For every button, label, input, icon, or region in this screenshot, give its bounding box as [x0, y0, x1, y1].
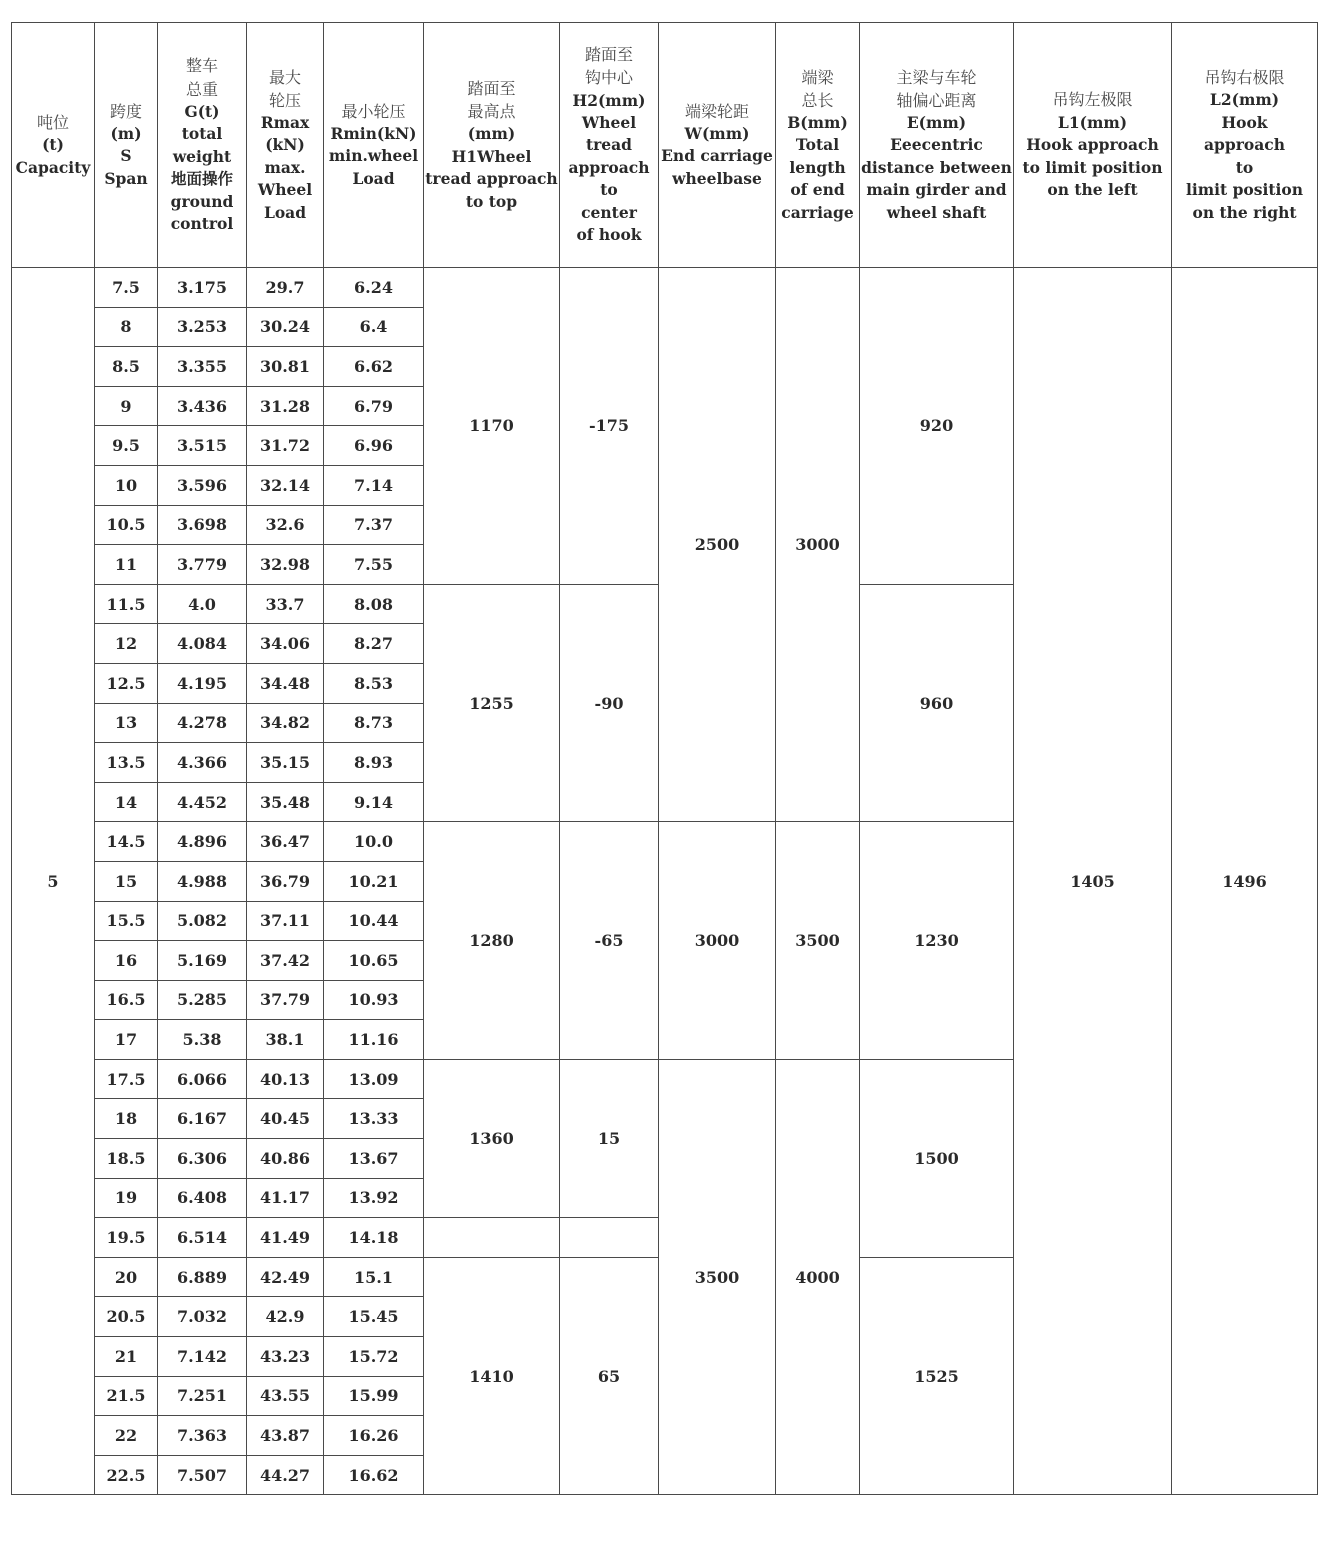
weight-cell: 3.779	[158, 545, 247, 585]
span-cell: 16.5	[95, 980, 158, 1020]
rmax-cell: 40.86	[247, 1139, 324, 1179]
rmin-cell: 6.96	[324, 426, 424, 466]
header-l2	[1172, 23, 1318, 268]
span-cell: 10	[95, 465, 158, 505]
w-cell: 2500	[659, 268, 776, 822]
rmax-cell: 32.98	[247, 545, 324, 585]
span-cell: 21	[95, 1337, 158, 1377]
header-b-en: B(mm) Total length of end carriage	[781, 113, 854, 222]
rmin-cell: 7.37	[324, 505, 424, 545]
span-cell: 20.5	[95, 1297, 158, 1337]
h1-cell: 1410	[424, 1257, 560, 1495]
header-l2-cn: 吊钩右极限	[1204, 68, 1285, 87]
header-l1-en: L1(mm) Hook approach to limit position on the left	[1022, 112, 1163, 200]
rmax-cell: 34.48	[247, 663, 324, 703]
weight-cell: 6.306	[158, 1139, 247, 1179]
header-b-cn: 端梁 总长	[801, 67, 834, 110]
span-cell: 19	[95, 1178, 158, 1218]
header-row	[12, 23, 1318, 268]
weight-cell: 7.251	[158, 1376, 247, 1416]
crane-spec-table	[11, 22, 1318, 1495]
rmin-cell: 6.4	[324, 307, 424, 347]
rmax-cell: 37.42	[247, 941, 324, 981]
header-w-cn: 端梁轮距	[684, 101, 749, 121]
span-cell: 22	[95, 1416, 158, 1456]
span-cell: 15	[95, 861, 158, 901]
e-cell: 1525	[860, 1257, 1014, 1495]
header-e-cn: 主梁与车轮 轴偏心距离	[896, 67, 977, 110]
header-b	[776, 23, 860, 268]
header-h1	[424, 23, 560, 268]
weight-cell: 4.896	[158, 822, 247, 862]
rmax-cell: 40.45	[247, 1099, 324, 1139]
rmax-cell: 40.13	[247, 1059, 324, 1099]
header-rmax-en: Rmax (kN) max. Wheel Load	[257, 113, 313, 222]
rmin-cell: 8.27	[324, 624, 424, 664]
rmin-cell: 7.55	[324, 545, 424, 585]
rmin-cell: 10.65	[324, 941, 424, 981]
span-cell: 21.5	[95, 1376, 158, 1416]
rmin-cell: 13.09	[324, 1059, 424, 1099]
e-cell: 1500	[860, 1059, 1014, 1257]
rmin-cell: 8.73	[324, 703, 424, 743]
span-cell: 10.5	[95, 505, 158, 545]
rmin-cell: 15.99	[324, 1376, 424, 1416]
header-w-en: W(mm) End carriage wheelbase	[661, 123, 773, 188]
rmin-cell: 13.92	[324, 1178, 424, 1218]
weight-cell: 4.452	[158, 782, 247, 822]
rmin-cell: 9.14	[324, 782, 424, 822]
weight-cell: 6.066	[158, 1059, 247, 1099]
h2-cell	[560, 1218, 659, 1258]
rmin-cell: 16.62	[324, 1455, 424, 1495]
span-cell: 16	[95, 941, 158, 981]
weight-cell: 3.698	[158, 505, 247, 545]
rmin-cell: 7.14	[324, 465, 424, 505]
weight-cell: 3.515	[158, 426, 247, 466]
rmax-cell: 42.9	[247, 1297, 324, 1337]
weight-cell: 5.285	[158, 980, 247, 1020]
header-weight-en: G(t) total weight 地面操作 ground control	[170, 101, 234, 234]
rmax-cell: 44.27	[247, 1455, 324, 1495]
rmax-cell: 43.23	[247, 1337, 324, 1377]
rmin-cell: 10.0	[324, 822, 424, 862]
span-cell: 9.5	[95, 426, 158, 466]
rmax-cell: 32.14	[247, 465, 324, 505]
rmax-cell: 37.79	[247, 980, 324, 1020]
h1-cell: 1280	[424, 822, 560, 1060]
b-cell: 4000	[776, 1059, 860, 1495]
weight-cell: 7.142	[158, 1337, 247, 1377]
h2-cell: 65	[560, 1257, 659, 1495]
w-cell: 3000	[659, 822, 776, 1060]
h1-cell	[424, 1218, 560, 1258]
rmax-cell: 34.06	[247, 624, 324, 664]
header-h2-cn: 踏面至 钩中心	[584, 45, 633, 88]
weight-cell: 3.253	[158, 307, 247, 347]
h2-cell: 15	[560, 1059, 659, 1217]
h2-cell: -175	[560, 268, 659, 585]
rmax-cell: 38.1	[247, 1020, 324, 1060]
e-cell: 920	[860, 268, 1014, 585]
rmin-cell: 10.21	[324, 861, 424, 901]
weight-cell: 4.278	[158, 703, 247, 743]
header-span-cn: 跨度	[109, 101, 142, 121]
header-capacity	[12, 23, 95, 268]
header-span-en: (m) S Span	[104, 123, 148, 188]
span-cell: 15.5	[95, 901, 158, 941]
rmax-cell: 33.7	[247, 584, 324, 624]
rmin-cell: 15.72	[324, 1337, 424, 1377]
e-cell: 1230	[860, 822, 1014, 1060]
weight-cell: 4.988	[158, 861, 247, 901]
b-cell: 3000	[776, 268, 860, 822]
span-cell: 13.5	[95, 743, 158, 783]
h1-cell: 1360	[424, 1059, 560, 1217]
rmax-cell: 31.28	[247, 386, 324, 426]
rmax-cell: 43.87	[247, 1416, 324, 1456]
rmax-cell: 42.49	[247, 1257, 324, 1297]
weight-cell: 4.195	[158, 663, 247, 703]
header-rmax	[247, 23, 324, 268]
span-cell: 7.5	[95, 268, 158, 308]
rmax-cell: 41.49	[247, 1218, 324, 1258]
rmin-cell: 6.62	[324, 347, 424, 387]
weight-cell: 3.596	[158, 465, 247, 505]
h2-cell: -65	[560, 822, 659, 1060]
weight-cell: 5.082	[158, 901, 247, 941]
rmax-cell: 41.17	[247, 1178, 324, 1218]
weight-cell: 6.889	[158, 1257, 247, 1297]
rmin-cell: 13.67	[324, 1139, 424, 1179]
capacity-cell: 5	[12, 268, 95, 1495]
span-cell: 13	[95, 703, 158, 743]
weight-cell: 5.169	[158, 941, 247, 981]
span-cell: 12.5	[95, 663, 158, 703]
span-cell: 22.5	[95, 1455, 158, 1495]
rmax-cell: 36.47	[247, 822, 324, 862]
header-w	[659, 23, 776, 268]
rmax-cell: 43.55	[247, 1376, 324, 1416]
header-rmin-en: Rmin(kN) min.wheel Load	[328, 123, 419, 188]
h1-cell: 1170	[424, 268, 560, 585]
rmin-cell: 10.93	[324, 980, 424, 1020]
weight-cell: 3.436	[158, 386, 247, 426]
span-cell: 17	[95, 1020, 158, 1060]
span-cell: 14.5	[95, 822, 158, 862]
header-weight	[158, 23, 247, 268]
rmin-cell: 8.08	[324, 584, 424, 624]
weight-cell: 5.38	[158, 1020, 247, 1060]
span-cell: 18	[95, 1099, 158, 1139]
span-cell: 11	[95, 545, 158, 585]
span-cell: 18.5	[95, 1139, 158, 1179]
span-cell: 8.5	[95, 347, 158, 387]
header-e	[860, 23, 1014, 268]
weight-cell: 4.0	[158, 584, 247, 624]
header-rmin-cn: 最小轮压	[341, 101, 406, 121]
rmin-cell: 10.44	[324, 901, 424, 941]
header-h2-en: H2(mm) Wheel tread approach to center of hook	[568, 90, 650, 245]
weight-cell: 4.366	[158, 743, 247, 783]
rmin-cell: 11.16	[324, 1020, 424, 1060]
rmax-cell: 30.24	[247, 307, 324, 347]
span-cell: 9	[95, 386, 158, 426]
header-h1-cn: 踏面至 最高点	[467, 78, 516, 122]
rmax-cell: 36.79	[247, 861, 324, 901]
weight-cell: 7.032	[158, 1297, 247, 1337]
header-rmin	[324, 23, 424, 268]
header-capacity-cn: 吨位	[36, 112, 69, 132]
rmin-cell: 14.18	[324, 1218, 424, 1258]
header-l1-cn: 吊钩左极限	[1052, 90, 1133, 110]
weight-cell: 3.175	[158, 268, 247, 308]
rmax-cell: 31.72	[247, 426, 324, 466]
h2-cell: -90	[560, 584, 659, 822]
weight-cell: 7.363	[158, 1416, 247, 1456]
weight-cell: 6.408	[158, 1178, 247, 1218]
span-cell: 12	[95, 624, 158, 664]
weight-cell: 6.167	[158, 1099, 247, 1139]
rmax-cell: 30.81	[247, 347, 324, 387]
rmax-cell: 35.48	[247, 782, 324, 822]
header-weight-cn: 整车 总重	[185, 56, 218, 99]
span-cell: 14	[95, 782, 158, 822]
weight-cell: 6.514	[158, 1218, 247, 1258]
rmin-cell: 16.26	[324, 1416, 424, 1456]
b-cell: 3500	[776, 822, 860, 1060]
header-h1-en: (mm) H1Wheel tread approach to top	[425, 124, 558, 211]
weight-cell: 4.084	[158, 624, 247, 664]
rmax-cell: 29.7	[247, 268, 324, 308]
rmax-cell: 35.15	[247, 743, 324, 783]
rmin-cell: 8.93	[324, 743, 424, 783]
rmin-cell: 15.45	[324, 1297, 424, 1337]
h1-cell: 1255	[424, 584, 560, 822]
rmin-cell: 8.53	[324, 663, 424, 703]
span-cell: 19.5	[95, 1218, 158, 1258]
span-cell: 20	[95, 1257, 158, 1297]
rmax-cell: 32.6	[247, 505, 324, 545]
rmin-cell: 15.1	[324, 1257, 424, 1297]
weight-cell: 3.355	[158, 347, 247, 387]
header-span	[95, 23, 158, 268]
table-row	[12, 268, 1318, 308]
header-e-en: E(mm) Eeecentric distance between main girder and wheel shaft	[861, 113, 1012, 222]
e-cell: 960	[860, 584, 1014, 822]
header-capacity-en: (t) Capacity	[15, 135, 91, 177]
header-h2	[560, 23, 659, 268]
rmax-cell: 37.11	[247, 901, 324, 941]
header-l1	[1014, 23, 1172, 268]
rmin-cell: 13.33	[324, 1099, 424, 1139]
l2-cell: 1496	[1172, 268, 1318, 1495]
span-cell: 17.5	[95, 1059, 158, 1099]
rmin-cell: 6.79	[324, 386, 424, 426]
span-cell: 8	[95, 307, 158, 347]
l1-cell: 1405	[1014, 268, 1172, 1495]
header-l2-en: L2(mm) Hook approach to limit position on the right	[1185, 90, 1304, 222]
header-rmax-cn: 最大 轮压	[268, 67, 301, 110]
w-cell: 3500	[659, 1059, 776, 1495]
rmax-cell: 34.82	[247, 703, 324, 743]
rmin-cell: 6.24	[324, 268, 424, 308]
weight-cell: 7.507	[158, 1455, 247, 1495]
span-cell: 11.5	[95, 584, 158, 624]
